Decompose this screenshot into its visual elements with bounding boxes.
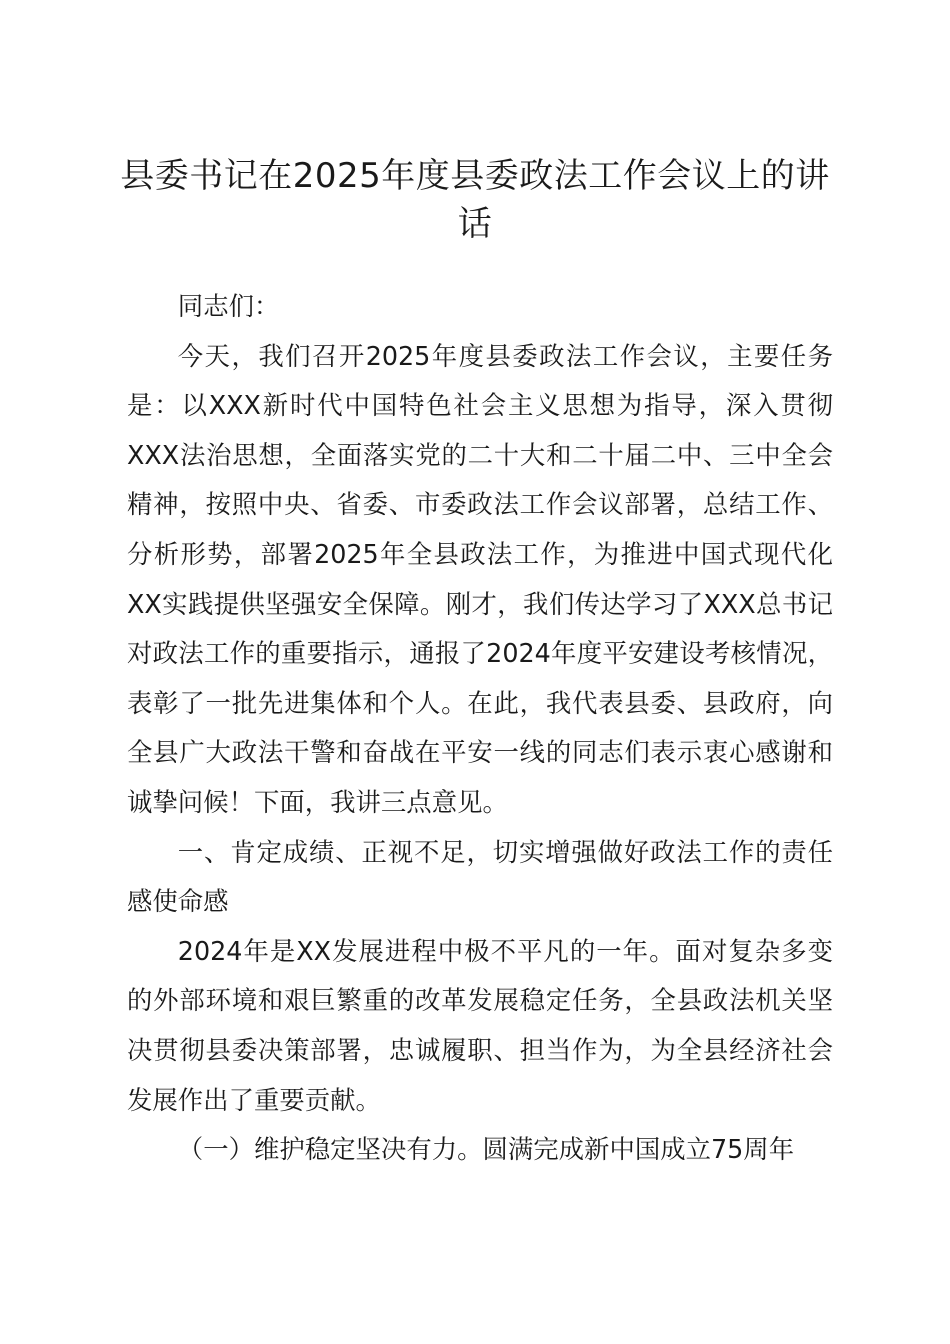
subsection-heading-1: （一）维护稳定坚决有力。圆满完成新中国成立75周年 <box>177 1134 795 1165</box>
salutation: 同志们： <box>177 291 280 321</box>
document-title: 县委书记在2025年度县委政法工作会议上的讲话 <box>120 156 830 244</box>
paragraph-2024-review: 2024年是XX发展进程中极不平凡的一年。面对复杂多变的外部环境和艰巨繁重的改革发展稳定任务，全县政法机关坚决贯彻县委决策部署，忠诚履职、担当作为，为全县经济社会发展作出了重要贡献。 <box>127 935 833 1115</box>
section-heading-1: 一、肯定成绩、正视不足，切实增强做好政法工作的责任感使命感 <box>127 836 833 917</box>
document-body <box>127 282 833 1175</box>
paragraph-intro: 今天，我们召开2025年度县委政法工作会议，主要任务是：以XXX新时代中国特色社会主义思想为指导，深入贯彻XXX法治思想，全面落实党的二十大和二十届二中、三中全会精神，按照中央、省委、市委政法工作会议部署，总结工作、分析形势，部署2025年全县政法工作，为推进中国式现代化XX实践提供坚强安全保障。刚才，我们传达学习了XXX总书记对政法工作的重要指示，通报了2024年度平安建设考核情况，表彰了一批先进集体和个人。在此，我代表县委、县政府，向全县广大政法干警和奋战在平安一线的同志们表示衷心感谢和诚挚问候！下面，我讲三点意见。 <box>127 340 833 817</box>
